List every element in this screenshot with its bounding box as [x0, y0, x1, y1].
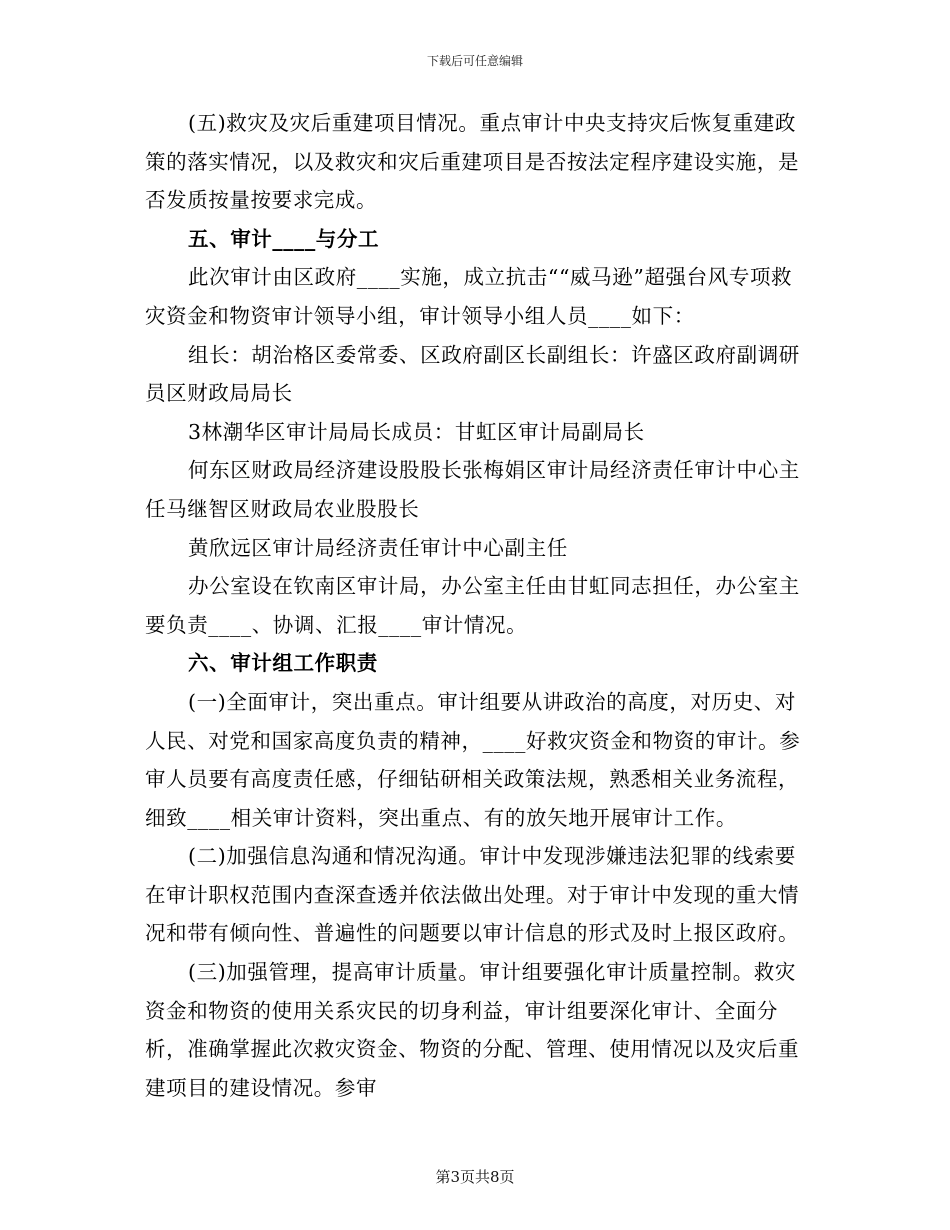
paragraph-audit-organization: 此次审计由区政府____实施，成立抗击““威马逊”超强台风专项救灾资金和物资审计领导小组，审计领导小组人员____如下： [145, 265, 793, 328]
paragraph-leader-list: 组长：胡治格区委常委、区政府副区长副组长：许盛区政府副调研员区财政局局长 [145, 342, 800, 406]
paragraph-duty-2: (二)加强信息沟通和情况沟通。审计中发现涉嫌违法犯罪的线索要在审计职权范围内查深查透并依法做出处理。对于审计中发现的重大情况和带有倾向性、普遍性的问题要以审计信息的形式及时上报区政府。 [145, 844, 800, 946]
section-heading-6: 六、审计组工作职责 [188, 651, 378, 676]
document-body [145, 104, 801, 1107]
page-footer: 第3页共8页 [435, 1168, 515, 1186]
paragraph-duty-3: (三)加强管理，提高审计质量。审计组要强化审计质量控制。救灾资金和物资的使用关系灾民的切身利益，审计组要深化审计、全面分析，准确掌握此次救灾资金、物资的分配、管理、使用情况以及灾后重建项目的建设情况。参审 [145, 960, 800, 1100]
paragraph-office: 办公室设在钦南区审计局，办公室主任由甘虹同志担任，办公室主要负责____、协调、汇报____审计情况。 [145, 574, 800, 637]
paragraph-disaster-relief-projects: (五)救灾及灾后重建项目情况。重点审计中央支持灾后恢复重建政策的落实情况，以及救灾和灾后重建项目是否按法定程序建设实施，是否发质按量按要求完成。 [145, 111, 800, 213]
section-heading-5: 五、审计____与分工 [188, 226, 380, 251]
paragraph-member-list-3: 黄欣远区审计局经济责任审计中心副主任 [188, 535, 568, 560]
paragraph-duty-1: (一)全面审计，突出重点。审计组要从讲政治的高度，对历史、对人民、对党和国家高度负责的精神，____好救灾资金和物资的审计。参审人员要有高度责任感，仔细钻研相关政策法规，熟悉相关业务流程，细致____相关审计资料，突出重点、有的放矢地开展审计工作。 [145, 689, 801, 830]
paragraph-member-list-1: 3林潮华区审计局局长成员：甘虹区审计局副局长 [188, 419, 645, 444]
page-header: 下载后可任意编辑 [426, 54, 523, 68]
paragraph-member-list-2: 何东区财政局经济建设股股长张梅娟区审计局经济责任审计中心主任马继智区财政局农业股股长 [145, 458, 800, 521]
